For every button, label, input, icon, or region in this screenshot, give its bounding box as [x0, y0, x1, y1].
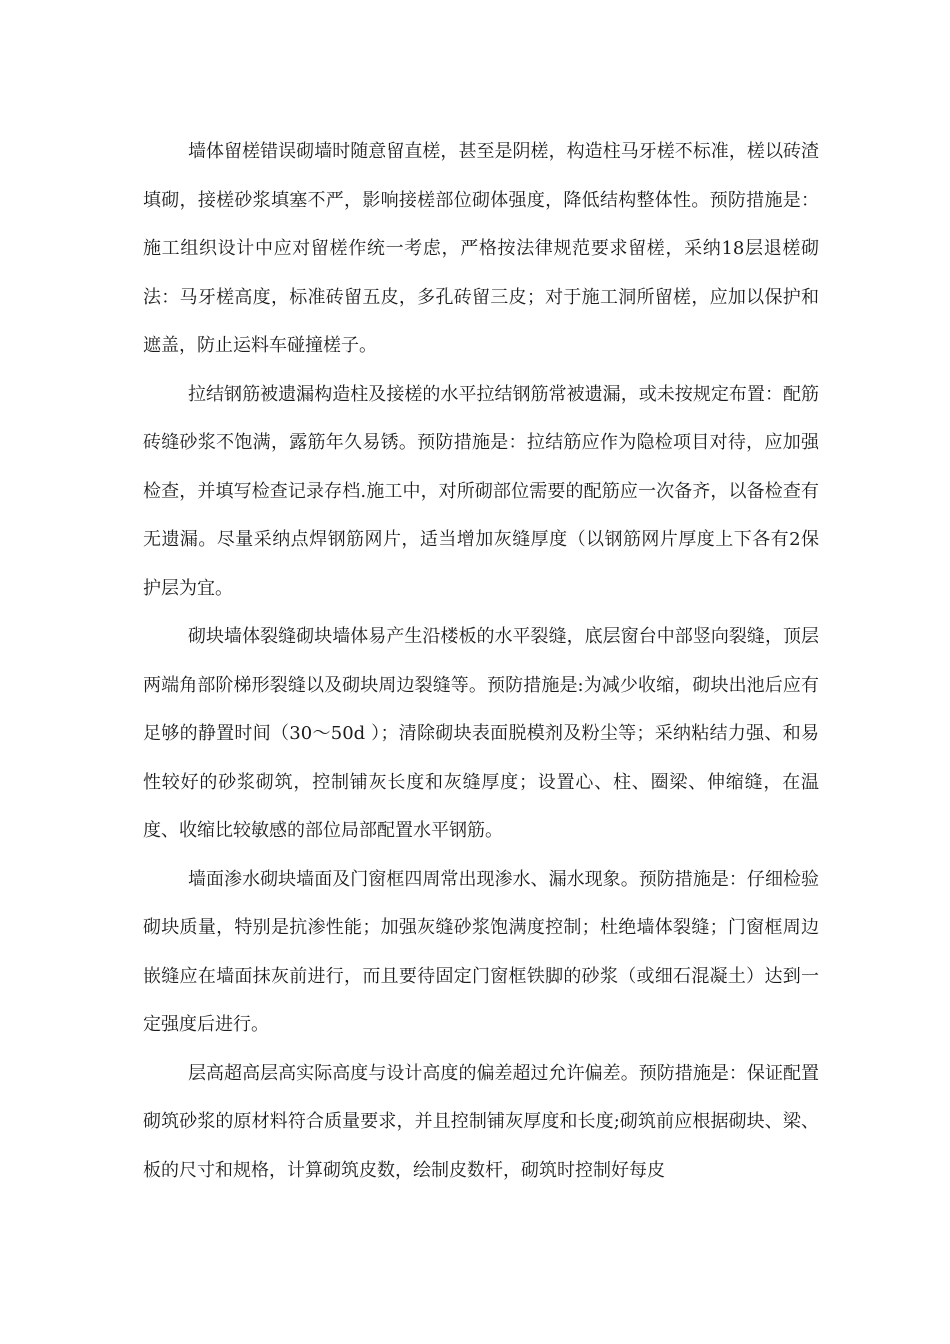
paragraph-wall-toothing-errors: 墙体留槎错误砌墙时随意留直槎，甚至是阴槎，构造柱马牙槎不标准，槎以砖渣填砌，接槎砂浆填塞不严，影响接槎部位砌体强度，降低结构整体性。预防措施是：施工组织设计中应对留槎作统一考虑，严格按法律规范要求留槎，采纳18层退槎砌法：马牙槎高度，标准砖留五皮，多孔砖留三皮；对于施工洞所留槎，应加以保护和遮盖，防止运料车碰撞槎子。	[143, 141, 819, 356]
paragraph-tie-bars-omitted: 拉结钢筋被遗漏构造柱及接槎的水平拉结钢筋常被遗漏，或未按规定布置：配筋砖缝砂浆不饱满，露筋年久易锈。预防措施是：拉结筋应作为隐检项目对待，应加强检查，并填写检查记录存档.施工中，对所砌部位需要的配筋应一次备齐，以备检查有无遗漏。尽量采纳点焊钢筋网片，适当增加灰缝厚度（以钢筋网片厚度上下各有2保护层为宜。	[143, 383, 819, 599]
paragraph-wall-seepage: 墙面渗水砌块墙面及门窗框四周常出现渗水、漏水现象。预防措施是：仔细检验砌块质量，特别是抗渗性能；加强灰缝砂浆饱满度控制；杜绝墙体裂缝；门窗框周边嵌缝应在墙面抹灰前进行，而且要待固定门窗框铁脚的砂浆（或细石混凝土）达到一定强度后进行。	[143, 868, 819, 1035]
paragraph-block-wall-cracks: 砌块墙体裂缝砌块墙体易产生沿楼板的水平裂缝，底层窗台中部竖向裂缝，顶层两端角部阶梯形裂缝以及砌块周边裂缝等。预防措施是:为减少收缩，砌块出池后应有足够的静置时间（30〜50d ）；清除砌块表面脱模剂及粉尘等；采纳粘结力强、和易性较好的砂浆砌筑，控制铺灰长度和灰缝厚度；设置心、柱、圈梁、伸缩缝，在温度、收缩比较敏感的部位局部配置水平钢筋。	[143, 626, 819, 841]
paragraph-storey-height-excess: 层高超高层高实际高度与设计高度的偏差超过允许偏差。预防措施是：保证配置砌筑砂浆的原材料符合质量要求，并且控制铺灰厚度和长度;砌筑前应根据砌块、梁、板的尺寸和规格，计算砌筑皮数，绘制皮数杆，砌筑时控制好每皮	[143, 1062, 819, 1181]
document-body	[143, 128, 819, 1195]
